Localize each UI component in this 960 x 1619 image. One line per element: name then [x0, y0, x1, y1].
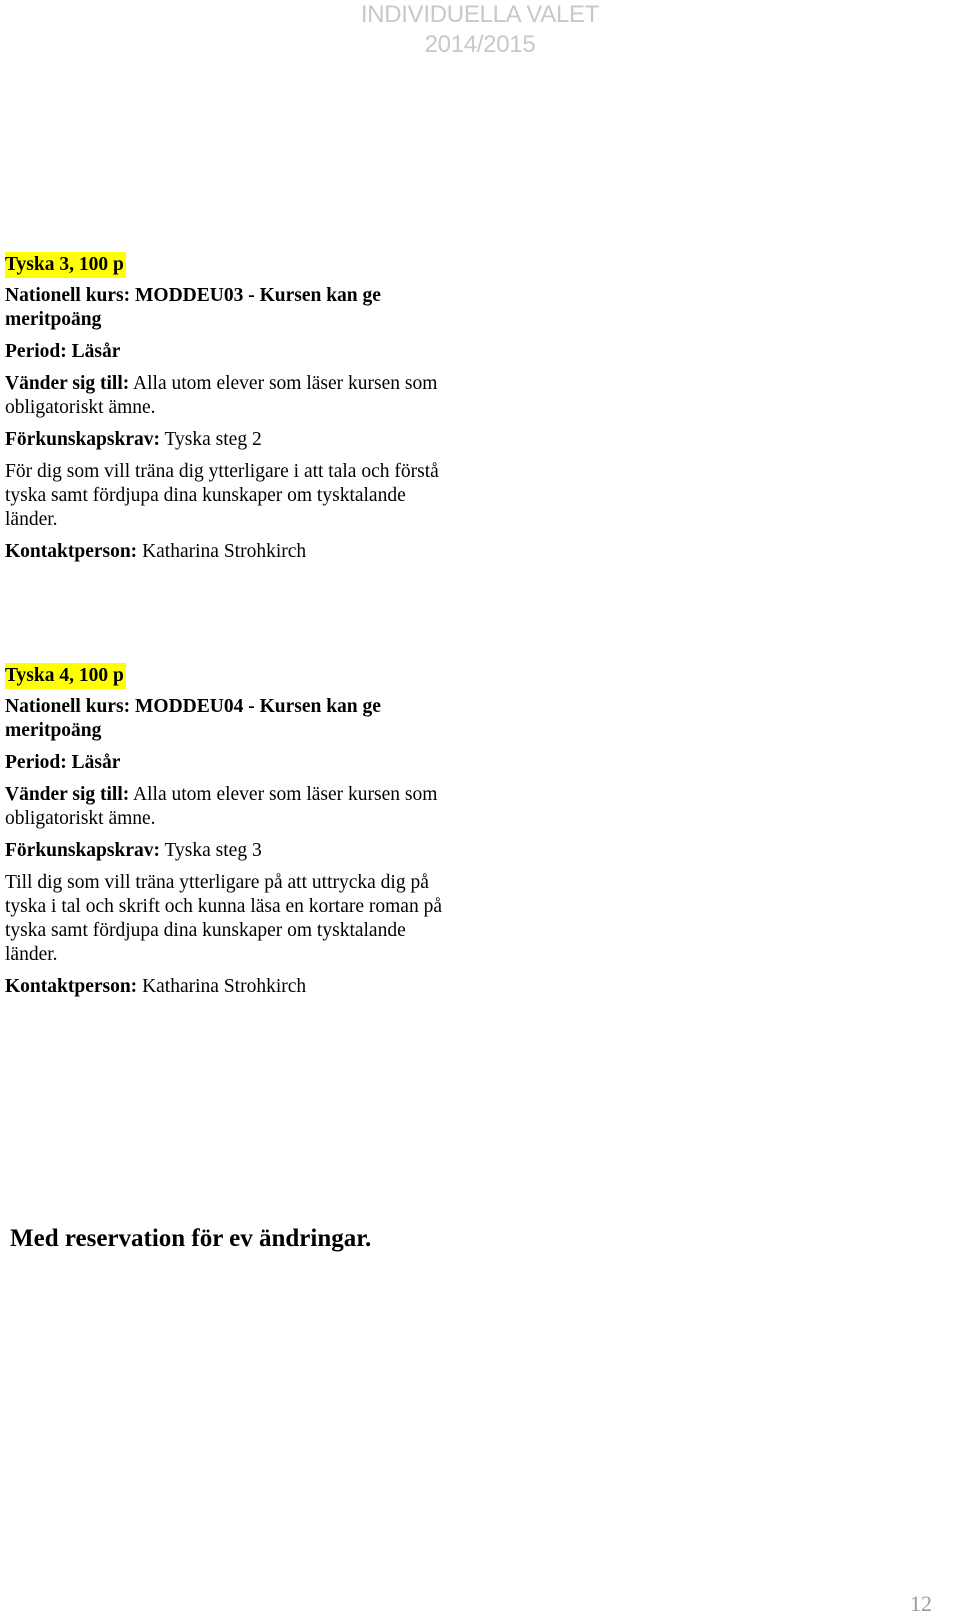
prereq-line [5, 839, 445, 863]
national-course-line: Nationell kurs: MODDEU04 - Kursen kan ge meritpoäng [5, 696, 381, 741]
prereq-line [5, 428, 445, 452]
contact-value: Katharina Strohkirch [137, 541, 307, 562]
prereq-label: Förkunskapskrav: [5, 429, 160, 450]
contact-value: Katharina Strohkirch [137, 976, 307, 997]
course-title: Tyska 3, 100 p [5, 252, 126, 278]
contact-label: Kontaktperson: [5, 541, 138, 562]
contact-line [5, 975, 445, 999]
contact-line [5, 540, 445, 564]
period-line [5, 340, 445, 364]
contact-label: Kontaktperson: [5, 976, 138, 997]
period-label: Period: [5, 341, 67, 362]
course-description: Till dig som vill träna ytterligare på att uttrycka dig på tyska i tal och skrift och kunna läsa en kortare roman på tyska samt fördjupa dina kunskaper om tysktalande länder. [5, 872, 442, 965]
page-number: 12 [910, 1591, 932, 1616]
course-description: För dig som vill träna dig ytterligare i att tala och förstå tyska samt fördjupa dina kunskaper om tysktalande länder. [5, 461, 439, 530]
course-section-tyska-4 [5, 663, 445, 1007]
audience-value: Alla utom elever som läser kursen som obligatoriskt ämne. [5, 373, 438, 418]
period-value: Läsår [66, 341, 121, 362]
course-title: Tyska 4, 100 p [5, 663, 126, 689]
audience-label: Vänder sig till: [5, 373, 130, 394]
page-header-title: INDIVIDUELLA VALET 2014/2015 [360, 1, 600, 58]
prereq-value: Tyska steg 2 [159, 429, 262, 450]
audience-line [5, 372, 445, 420]
prereq-value: Tyska steg 3 [159, 840, 262, 861]
reservation-note: Med reservation för ev ändringar. [10, 1225, 372, 1252]
period-line [5, 751, 445, 775]
period-label: Period: [5, 752, 67, 773]
course-section-tyska-3 [5, 252, 445, 572]
period-value: Läsår [66, 752, 121, 773]
prereq-label: Förkunskapskrav: [5, 840, 160, 861]
audience-label: Vänder sig till: [5, 784, 130, 805]
audience-line [5, 783, 445, 831]
audience-value: Alla utom elever som läser kursen som obligatoriskt ämne. [5, 784, 438, 829]
national-course-line: Nationell kurs: MODDEU03 - Kursen kan ge meritpoäng [5, 285, 381, 330]
